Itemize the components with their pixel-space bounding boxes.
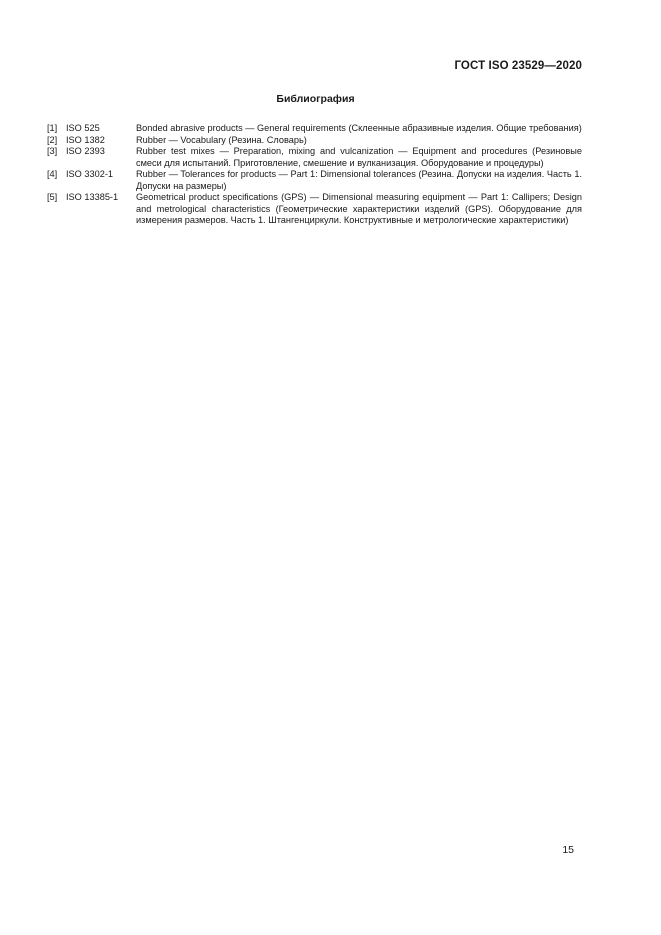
bibliography-entry [47, 123, 582, 135]
bibliography-entry [47, 135, 582, 147]
bibliography-entry [47, 146, 582, 169]
entry-number: [2] [47, 134, 58, 145]
entry-text: Rubber test mixes — Preparation, mixing and vulcanization — Equipment and procedures (Резиновые смеси для испытаний. Приготовление, смешение и вулканизация. Оборудование и процедуры) [136, 146, 582, 168]
bibliography-entry [47, 192, 582, 227]
entry-text: Bonded abrasive products — General requirements (Склеенные абразивные изделия. Общие требования) [136, 123, 582, 133]
entry-text: Rubber — Vocabulary (Резина. Словарь) [136, 134, 307, 145]
page-number: 15 [562, 844, 574, 856]
entry-number: [5] [47, 192, 58, 202]
entry-text: Geometrical product specifications (GPS) — Dimensional measuring equipment — Part 1: Callipers; Design and metrological characteristics (Геометрические характеристики изделий (GPS). Оборудование для измерения размеров. Часть 1. Штангенциркули. Конструктивные и метрологические характеристики) [136, 192, 582, 225]
bibliography-title: Библиография [276, 93, 355, 105]
entry-number: [3] [47, 146, 58, 156]
entry-number: [4] [47, 169, 58, 179]
document-code: ГОСТ ISO 23529—2020 [454, 60, 582, 72]
entry-standard: ISO 1382 [66, 134, 105, 145]
entry-number: [1] [47, 123, 58, 133]
bibliography-list [47, 123, 582, 227]
entry-standard: ISO 3302-1 [66, 169, 113, 179]
bibliography-entry [47, 169, 582, 192]
entry-standard: ISO 525 [66, 123, 100, 133]
entry-standard: ISO 2393 [66, 146, 105, 156]
entry-text: Rubber — Tolerances for products — Part 1: Dimensional tolerances (Резина. Допуски на изделия. Часть 1. Допуски на размеры) [136, 169, 582, 191]
entry-standard: ISO 13385-1 [66, 192, 119, 202]
